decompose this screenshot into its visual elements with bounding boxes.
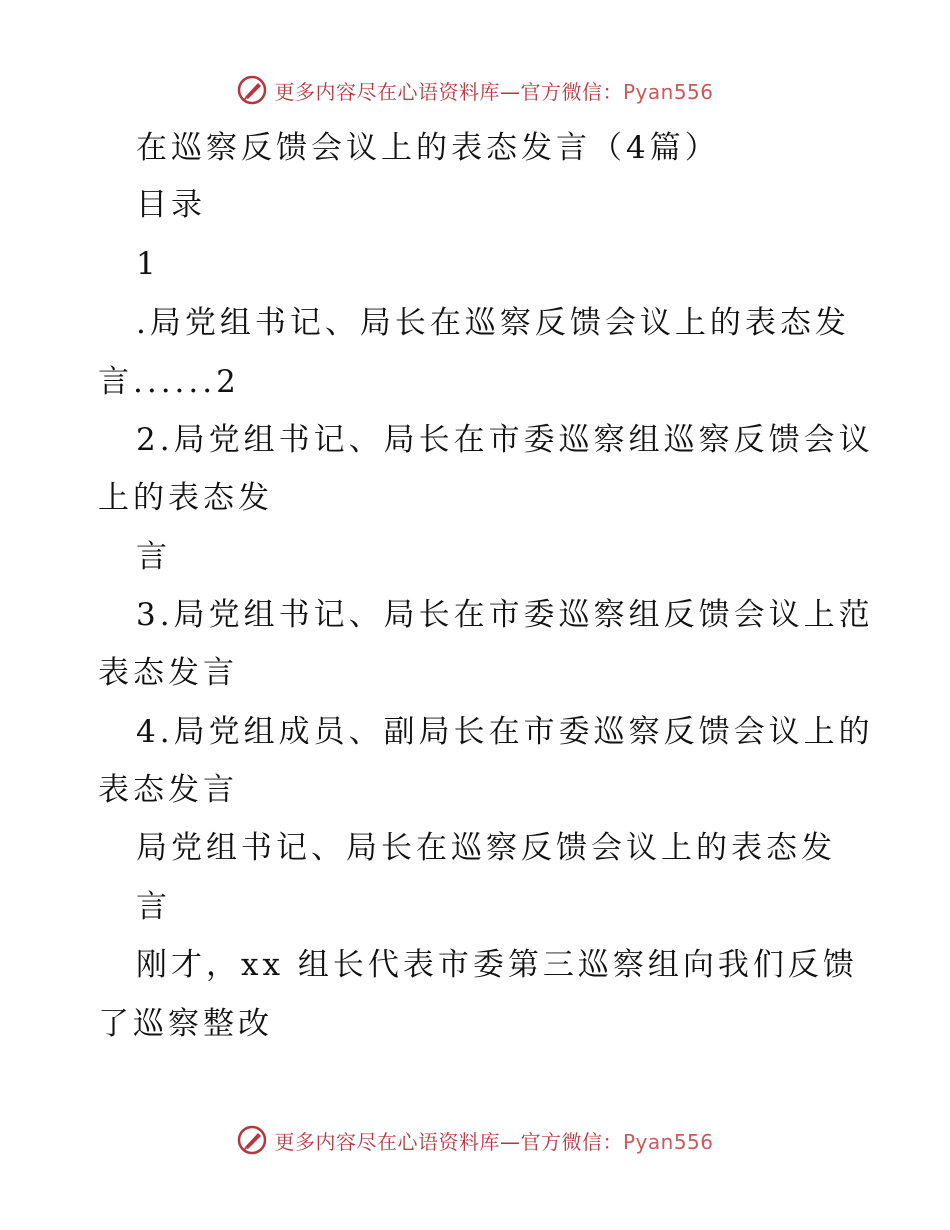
toc-item-4-cont: 表态发言: [98, 772, 238, 808]
pen-icon: [236, 1124, 268, 1156]
toc-item-3-cont: 表态发言: [98, 655, 238, 691]
toc-item-2: 2.局党组书记、局长在市委巡察组巡察反馈会议: [136, 422, 874, 458]
toc-item-number: 1: [136, 246, 160, 282]
toc-item-3: 3.局党组书记、局长在市委巡察组反馈会议上范: [136, 597, 874, 633]
toc-item-1: .局党组书记、局长在巡察反馈会议上的表态发: [136, 305, 850, 341]
body-paragraph: 刚才，xx 组长代表市委第三巡察组向我们反馈: [136, 947, 858, 983]
wechat-id: Pyan556: [622, 79, 714, 104]
toc-item-2-cont: 上的表态发: [98, 480, 273, 516]
footer-banner: [0, 1120, 950, 1160]
section-title-cont: 言: [136, 889, 171, 925]
toc-heading: 目录: [136, 187, 206, 223]
body-paragraph-cont: 了巡察整改: [98, 1006, 273, 1042]
banner-text: 更多内容尽在心语资料库—官方微信：Pyan556: [274, 79, 714, 104]
banner-text: 更多内容尽在心语资料库—官方微信：Pyan556: [274, 1129, 714, 1154]
toc-item-4: 4.局党组成员、副局长在市委巡察反馈会议上的: [136, 714, 874, 750]
toc-item-1-cont: 言......2: [98, 364, 240, 400]
document-title: 在巡察反馈会议上的表态发言（4篇）: [136, 130, 720, 166]
section-title: 局党组书记、局长在巡察反馈会议上的表态发: [136, 830, 836, 866]
toc-item-2-cont2: 言: [136, 539, 171, 575]
wechat-id: Pyan556: [622, 1129, 714, 1154]
